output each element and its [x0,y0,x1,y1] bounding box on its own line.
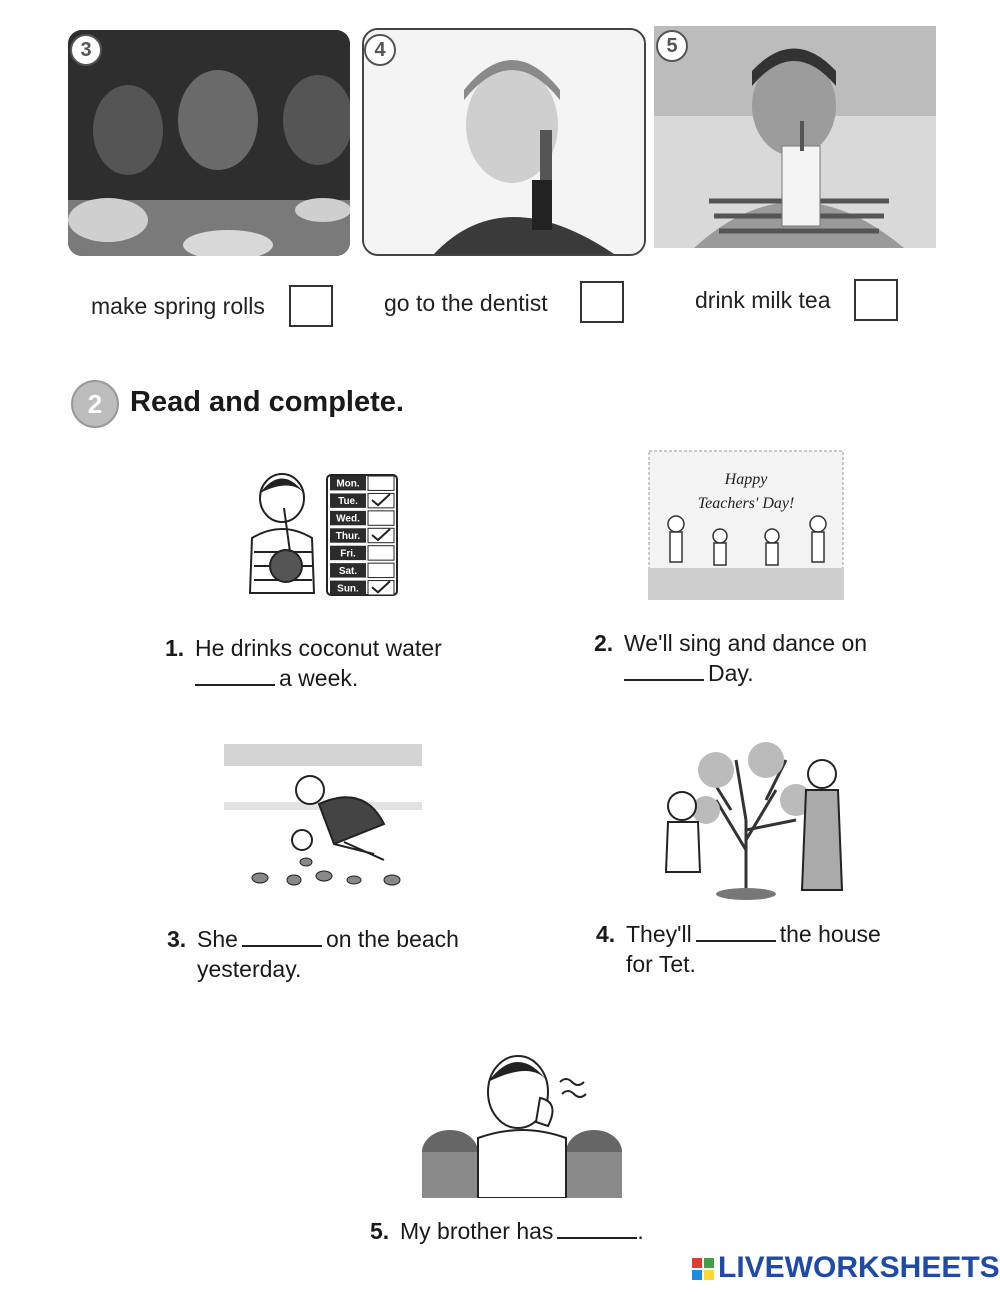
schedule-day-label: Tue. [338,496,358,508]
brand-name: LIVEWORKSHEETS [718,1251,1000,1284]
photo-milk-tea [654,26,936,248]
weekly-schedule-table [326,474,398,596]
item-number-badge: 3 [70,34,102,66]
illustration-brother-toothache [422,1042,622,1198]
photo-spring-rolls [68,30,350,256]
item-number-badge: 5 [656,30,688,62]
question-text-after: a week. [279,665,359,691]
illustration-decorating-peach-tree [656,740,850,902]
answer-blank-5[interactable] [557,1219,637,1239]
poster-line-1: Happy [724,471,768,488]
caption-make-spring-rolls: make spring rolls [91,293,265,319]
question-text: She [197,926,238,952]
answer-blank-3[interactable] [242,927,322,947]
caption-drink-milk-tea: drink milk tea [695,287,831,313]
item-number-badge: 4 [364,34,396,66]
poster-line-2: Teachers' Day! [697,495,795,512]
question-5 [370,1216,710,1246]
schedule-day-label: Fri. [340,548,356,560]
schedule-check-cell [368,511,394,525]
caption-go-to-dentist: go to the dentist [384,290,548,316]
question-text: They'll [626,921,692,947]
answer-box-1[interactable] [289,285,333,327]
schedule-day-label: Mon. [336,478,360,490]
question-number: 2. [594,630,614,656]
schedule-check-cell [368,563,394,577]
question-text: He drinks coconut water [195,635,442,661]
question-number: 5. [370,1218,390,1244]
question-text-line2: for Tet. [626,951,696,977]
illustration-teachers-day-poster [648,450,844,600]
question-text-after: . [637,1218,644,1244]
photo-dentist [362,28,646,256]
question-text: My brother has [400,1218,554,1244]
answer-blank-2[interactable] [624,661,704,681]
answer-box-2[interactable] [580,281,624,323]
question-text-after: Day. [708,660,754,686]
answer-box-3[interactable] [854,279,898,321]
question-3 [167,924,507,984]
question-1 [165,633,495,693]
question-number: 4. [596,921,616,947]
schedule-day-label: Thur. [335,531,361,542]
question-text: We'll sing and dance on [624,630,868,656]
schedule-check-cell [368,546,394,560]
schedule-check-cell [368,476,394,490]
liveworksheets-logo-icon [692,1258,714,1280]
illustration-girl-collecting-shells [224,744,422,892]
question-text-line2: yesterday. [197,956,302,982]
section-number-badge: 2 [71,380,119,428]
question-text-after: on the beach [325,926,459,952]
answer-blank-4[interactable] [696,922,776,942]
question-4 [596,919,936,979]
schedule-day-label: Sat. [338,565,358,577]
schedule-day-label: Sun. [337,583,359,595]
illustration-boy-coconut [240,468,325,606]
question-text-after: the house [779,921,881,947]
schedule-day-label: Wed. [336,513,360,525]
question-2 [594,628,924,688]
answer-blank-1[interactable] [195,666,275,686]
question-number: 1. [165,635,185,661]
question-number: 3. [167,926,187,952]
section-title: Read and complete. [130,386,404,418]
